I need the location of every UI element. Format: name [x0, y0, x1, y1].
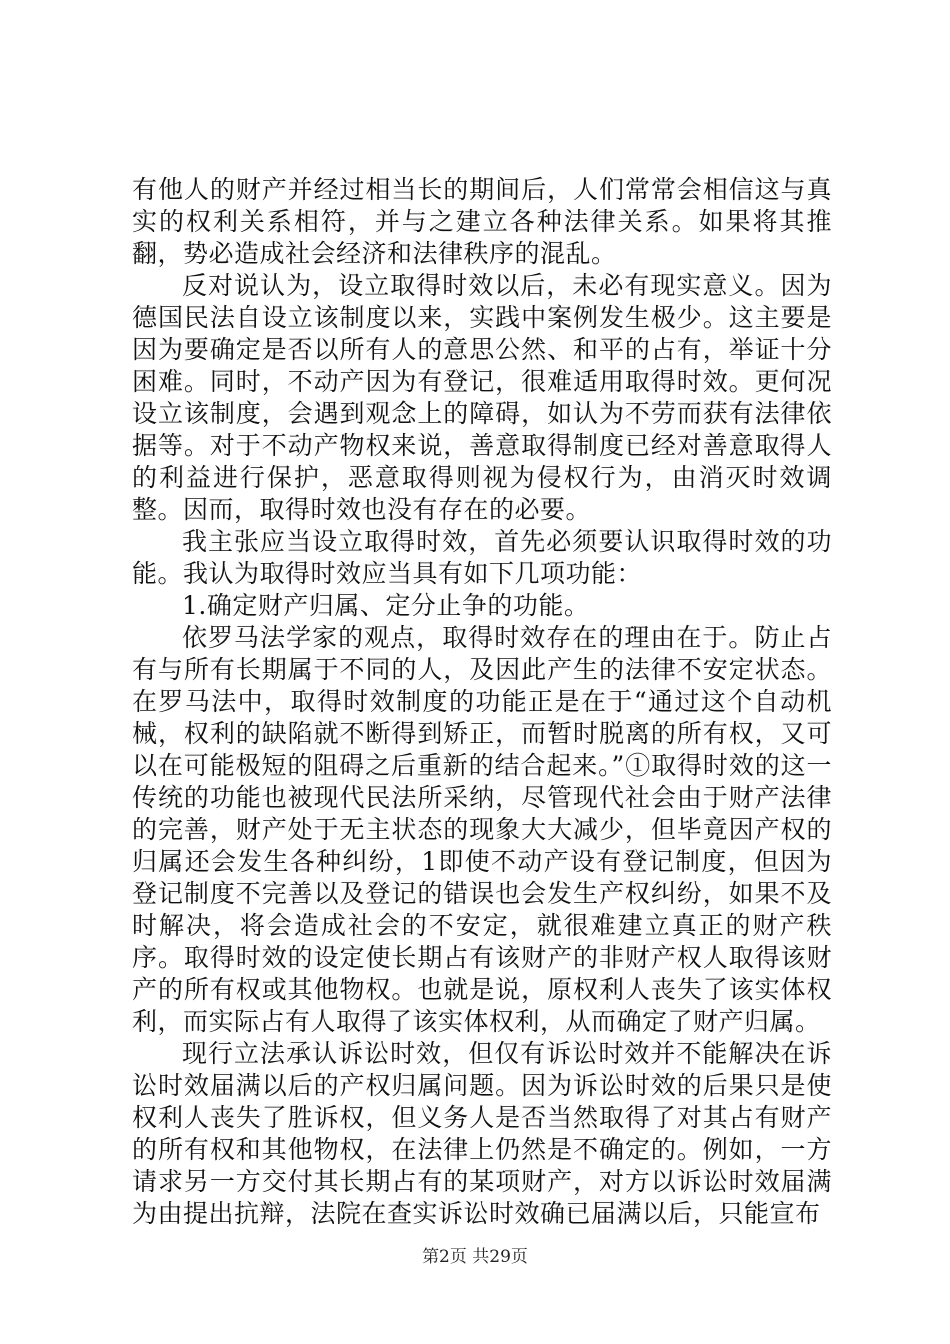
page-footer [0, 1246, 950, 1268]
paragraph-author-position: 我主张应当设立取得时效，首先必须要认识取得时效的功能。我认为取得时效应当具有如下几项功能： [132, 527, 832, 588]
paragraph-current-legislation: 现行立法承认诉讼时效，但仅有诉讼时效并不能解决在诉讼时效届满以后的产权归属问题。因为诉讼时效的后果只是使权利人丧失了胜诉权，但义务人是否当然取得了对其占有财产的所有权和其他物权，在法律上仍然是不确定的。例如，一方请求另一方交付其长期占有的某项财产，对方以诉讼时效届满为由提出抗辩，法院在查实诉讼时效确已届满以后，只能宣布 [132, 1039, 832, 1228]
paragraph-roman-law: 依罗马法学家的观点，取得时效存在的理由在于。防止占有与所有长期属于不同的人，及因此产生的法律不安定状态。在罗马法中，取得时效制度的功能正是在于“通过这个自动机械，权利的缺陷就不断得到矫正，而暂时脱离的所有权，又可以在可能极短的阻碍之后重新的结合起来。”①取得时效的这一传统的功能也被现代民法所采纳，尽管现代社会由于财产法律的完善，财产处于无主状态的现象大大减少，但毕竟因产权的归属还会发生各种纠纷，1即使不动产设有登记制度，但因为登记制度不完善以及登记的错误也会发生产权纠纷，如果不及时解决，将会造成社会的不安定，就很难建立真正的财产秩序。取得时效的设定使长期占有该财产的非财产权人取得该财产的所有权或其他物权。也就是说，原权利人丧失了该实体权利，而实际占有人取得了该实体权利，从而确定了财产归属。 [132, 623, 832, 1036]
section-heading-function-1: 1.确定财产归属、定分止争的功能。 [182, 591, 590, 620]
paragraph-continuation: 有他人的财产并经过相当长的期间后，人们常常会相信这与真实的权利关系相符，并与之建立各种法律关系。如果将其推翻，势必造成社会经济和法律秩序的混乱。 [132, 175, 832, 268]
page-number-label: 第2页 共29页 [422, 1247, 528, 1267]
document-body [132, 174, 832, 1230]
paragraph-opposing-view: 反对说认为，设立取得时效以后，未必有现实意义。因为德国民法自设立该制度以来，实践中案例发生极少。这主要是因为要确定是否以所有人的意思公然、和平的占有，举证十分困难。同时，不动产因为有登记，很难适用取得时效。更何况设立该制度，会遇到观念上的障碍，如认为不劳而获有法律依据等。对于不动产物权来说，善意取得制度已经对善意取得人的利益进行保护，恶意取得则视为侵权行为，由消灭时效调整。因而，取得时效也没有存在的必要。 [132, 271, 832, 524]
